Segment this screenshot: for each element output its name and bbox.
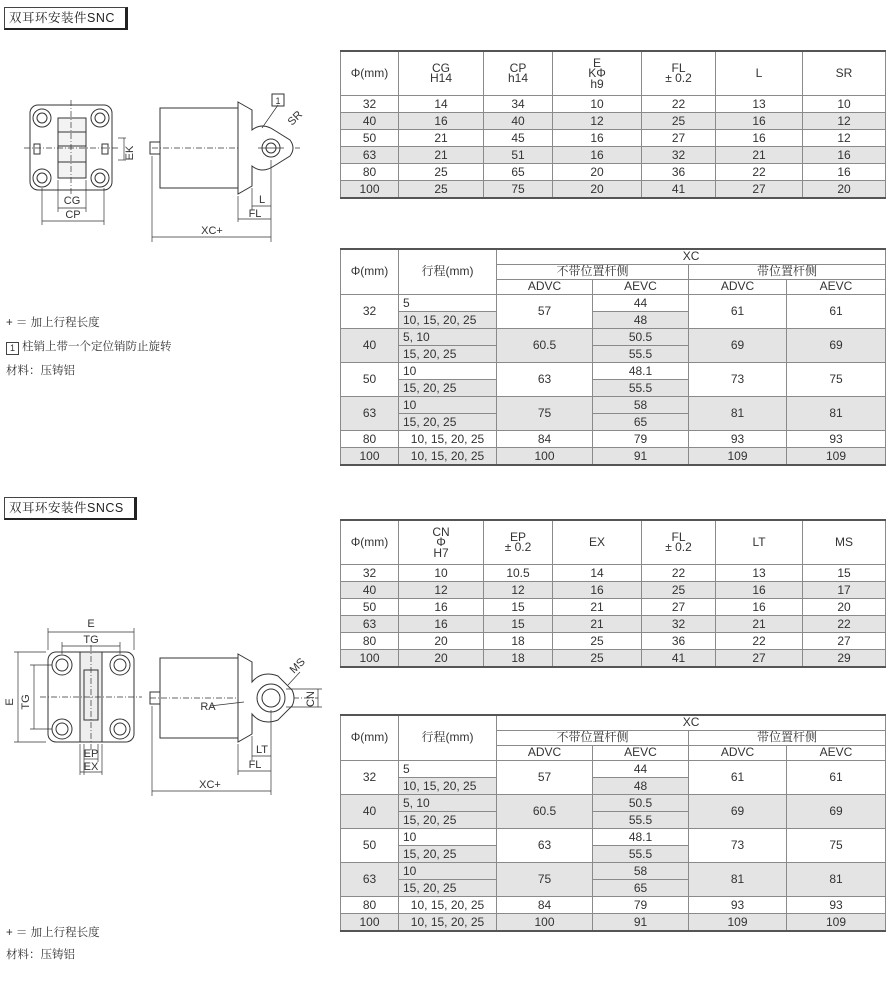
table-cell: 61 xyxy=(787,294,886,328)
sncs-dims-body xyxy=(341,564,886,667)
table-cell: 36 xyxy=(642,632,716,649)
table-cell: 10 xyxy=(553,95,642,112)
xc1-h-xc: XC xyxy=(497,249,886,264)
table-cell: 5, 10 xyxy=(399,794,497,811)
table-row xyxy=(341,396,886,413)
table-cell: 50.5 xyxy=(593,794,689,811)
table-cell: 5 xyxy=(399,760,497,777)
table-cell: 48.1 xyxy=(593,828,689,845)
table-cell: 40 xyxy=(341,581,399,598)
table-cell: 27 xyxy=(716,180,803,198)
table-cell: 81 xyxy=(689,396,787,430)
table-cell: 61 xyxy=(787,760,886,794)
table-cell: 73 xyxy=(689,828,787,862)
sncs-h-lt: LT xyxy=(716,520,803,564)
snc-h-bore: Φ(mm) xyxy=(341,51,399,95)
table-cell: 75 xyxy=(497,396,593,430)
table-cell: 63 xyxy=(341,396,399,430)
table-cell: 10 xyxy=(399,564,484,581)
table-cell: 93 xyxy=(689,430,787,447)
table-row xyxy=(341,95,886,112)
table-cell: 65 xyxy=(593,413,689,430)
xc2-h-with: 带位置杆侧 xyxy=(689,730,886,745)
table-row xyxy=(341,129,886,146)
sncs-tg-top-label: TG xyxy=(83,634,99,646)
snc-note-plus: + ＝ 加上行程长度 xyxy=(6,317,100,329)
table-cell: 21 xyxy=(399,146,484,163)
xc1-h-aevc-2: AEVC xyxy=(787,279,886,294)
snc-l-label: L xyxy=(258,194,266,206)
table-cell: 65 xyxy=(484,163,553,180)
table-cell: 100 xyxy=(497,913,593,931)
table-cell: 10 xyxy=(399,362,497,379)
table-cell: 10.5 xyxy=(484,564,553,581)
table-cell: 16 xyxy=(399,112,484,129)
table-cell: 55.5 xyxy=(593,845,689,862)
table-cell: 16 xyxy=(399,598,484,615)
table-cell: 81 xyxy=(689,862,787,896)
table-cell: 15, 20, 25 xyxy=(399,879,497,896)
table-row xyxy=(341,430,886,447)
table-cell: 50 xyxy=(341,598,399,615)
table-cell: 21 xyxy=(553,615,642,632)
table-cell: 41 xyxy=(642,649,716,667)
table-cell: 36 xyxy=(642,163,716,180)
snc-h-fl: FL ± 0.2 xyxy=(642,51,716,95)
table-cell: 80 xyxy=(341,430,399,447)
table-cell: 16 xyxy=(553,581,642,598)
table-cell: 21 xyxy=(399,129,484,146)
table-cell: 22 xyxy=(803,615,886,632)
table-row xyxy=(341,794,886,811)
sncs-section-title: 双耳环安装件SNCS xyxy=(4,497,137,520)
table-cell: 93 xyxy=(689,896,787,913)
xc2-h-advc-2: ADVC xyxy=(689,745,787,760)
table-cell: 100 xyxy=(341,649,399,667)
table-cell: 58 xyxy=(593,862,689,879)
table-cell: 21 xyxy=(553,598,642,615)
table-cell: 57 xyxy=(497,760,593,794)
table-cell: 16 xyxy=(399,615,484,632)
table-cell: 14 xyxy=(399,95,484,112)
table-cell: 69 xyxy=(787,328,886,362)
sncs-h-ms: MS xyxy=(803,520,886,564)
xc1-h-advc-2: ADVC xyxy=(689,279,787,294)
table-cell: 21 xyxy=(716,615,803,632)
snc-note-pin xyxy=(6,338,172,355)
table-cell: 69 xyxy=(689,794,787,828)
table-row xyxy=(341,632,886,649)
table-cell: 75 xyxy=(484,180,553,198)
table-cell: 93 xyxy=(787,430,886,447)
table-cell: 10, 15, 20, 25 xyxy=(399,913,497,931)
table-cell: 32 xyxy=(642,615,716,632)
table-row xyxy=(341,146,886,163)
table-row xyxy=(341,760,886,777)
table-cell: 27 xyxy=(642,129,716,146)
sncs-h-bore: Φ(mm) xyxy=(341,520,399,564)
table-cell: 27 xyxy=(803,632,886,649)
table-row xyxy=(341,163,886,180)
table-cell: 40 xyxy=(484,112,553,129)
table-cell: 20 xyxy=(399,632,484,649)
table-cell: 13 xyxy=(716,95,803,112)
xc2-body xyxy=(341,760,886,931)
table-cell: 100 xyxy=(341,913,399,931)
table-row xyxy=(341,862,886,879)
sncs-h-ex: EX xyxy=(553,520,642,564)
sncs-tg-side-label: TG xyxy=(20,694,32,710)
table-cell: 10, 15, 20, 25 xyxy=(399,430,497,447)
table-cell: 55.5 xyxy=(593,811,689,828)
table-cell: 79 xyxy=(593,896,689,913)
table-cell: 73 xyxy=(689,362,787,396)
xc1-body xyxy=(341,294,886,465)
table-cell: 22 xyxy=(716,632,803,649)
table-cell: 14 xyxy=(553,564,642,581)
snc-dims-table xyxy=(340,50,886,199)
table-cell: 60.5 xyxy=(497,328,593,362)
table-cell: 69 xyxy=(787,794,886,828)
table-cell: 12 xyxy=(803,129,886,146)
xc2-h-aevc-2: AEVC xyxy=(787,745,886,760)
sncs-h-fl: FL ± 0.2 xyxy=(642,520,716,564)
table-row xyxy=(341,362,886,379)
snc-sr-label: SR xyxy=(285,108,305,129)
table-cell: 29 xyxy=(803,649,886,667)
sncs-dims-table xyxy=(340,519,886,668)
table-cell: 100 xyxy=(341,447,399,465)
table-cell: 80 xyxy=(341,896,399,913)
xc1-h-with: 带位置杆侧 xyxy=(689,264,886,279)
table-row xyxy=(341,564,886,581)
snc-h-sr: SR xyxy=(803,51,886,95)
table-cell: 109 xyxy=(689,447,787,465)
sncs-ep-label: EP xyxy=(83,748,99,760)
xc1-h-advc: ADVC xyxy=(497,279,593,294)
table-cell: 109 xyxy=(787,913,886,931)
table-cell: 5 xyxy=(399,294,497,311)
sncs-ra-label: RA xyxy=(200,701,216,713)
snc-drawing xyxy=(0,80,330,250)
table-cell: 16 xyxy=(716,112,803,129)
table-cell: 15, 20, 25 xyxy=(399,345,497,362)
sncs-e-side-label: E xyxy=(4,698,16,706)
table-cell: 15, 20, 25 xyxy=(399,379,497,396)
table-cell: 75 xyxy=(497,862,593,896)
snc-h-cg: CG H14 xyxy=(399,51,484,95)
table-cell: 16 xyxy=(553,146,642,163)
table-cell: 15 xyxy=(803,564,886,581)
table-cell: 12 xyxy=(399,581,484,598)
table-cell: 22 xyxy=(642,95,716,112)
sncs-h-cn: CN Φ H7 xyxy=(399,520,484,564)
table-cell: 20 xyxy=(803,598,886,615)
table-cell: 32 xyxy=(642,146,716,163)
table-cell: 22 xyxy=(716,163,803,180)
table-cell: 75 xyxy=(787,362,886,396)
table-cell: 20 xyxy=(803,180,886,198)
snc-fl-label: FL xyxy=(248,208,262,220)
sncs-ex-label: EX xyxy=(83,761,99,773)
table-row xyxy=(341,828,886,845)
table-cell: 12 xyxy=(484,581,553,598)
table-cell: 55.5 xyxy=(593,379,689,396)
table-row xyxy=(341,581,886,598)
snc-h-ek: E KΦ h9 xyxy=(553,51,642,95)
table-cell: 75 xyxy=(787,828,886,862)
table-row xyxy=(341,615,886,632)
table-cell: 50 xyxy=(341,129,399,146)
table-row xyxy=(341,598,886,615)
table-row xyxy=(341,112,886,129)
table-cell: 16 xyxy=(716,129,803,146)
table-cell: 32 xyxy=(341,564,399,581)
table-cell: 63 xyxy=(341,862,399,896)
sncs-fl-label: FL xyxy=(248,759,262,771)
table-cell: 32 xyxy=(341,760,399,794)
table-cell: 48.1 xyxy=(593,362,689,379)
sncs-note-plus: + ＝ 加上行程长度 xyxy=(6,927,100,939)
xc2-h-aevc: AEVC xyxy=(593,745,689,760)
table-cell: 50 xyxy=(341,362,399,396)
table-cell: 10 xyxy=(399,862,497,879)
table-cell: 18 xyxy=(484,649,553,667)
snc-h-cp: CP h14 xyxy=(484,51,553,95)
table-cell: 21 xyxy=(716,146,803,163)
xc2-h-advc: ADVC xyxy=(497,745,593,760)
xc-table-2 xyxy=(340,714,886,932)
table-cell: 41 xyxy=(642,180,716,198)
sncs-xc-label: XC+ xyxy=(199,779,221,791)
table-cell: 84 xyxy=(497,430,593,447)
table-cell: 50 xyxy=(341,828,399,862)
table-cell: 13 xyxy=(716,564,803,581)
table-cell: 10 xyxy=(803,95,886,112)
table-cell: 79 xyxy=(593,430,689,447)
table-cell: 65 xyxy=(593,879,689,896)
xc-table-1 xyxy=(340,248,886,466)
table-cell: 15, 20, 25 xyxy=(399,811,497,828)
sncs-note-material: 材料：压铸铝 xyxy=(6,949,75,961)
snc-cg-label: CG xyxy=(63,195,81,207)
sncs-ms-label: MS xyxy=(287,655,308,677)
table-cell: 10 xyxy=(399,828,497,845)
table-cell: 10, 15, 20, 25 xyxy=(399,311,497,328)
table-cell: 20 xyxy=(553,180,642,198)
table-cell: 91 xyxy=(593,913,689,931)
sncs-cn-label: CN xyxy=(305,691,317,707)
snc-cp-label: CP xyxy=(65,209,81,221)
table-row xyxy=(341,180,886,198)
xc1-h-stroke: 行程(mm) xyxy=(399,249,497,294)
xc1-h-without: 不带位置杆侧 xyxy=(497,264,689,279)
table-cell: 18 xyxy=(484,632,553,649)
sncs-h-ep: EP ± 0.2 xyxy=(484,520,553,564)
table-cell: 25 xyxy=(642,112,716,129)
table-cell: 15, 20, 25 xyxy=(399,413,497,430)
table-cell: 55.5 xyxy=(593,345,689,362)
table-cell: 48 xyxy=(593,777,689,794)
table-cell: 45 xyxy=(484,129,553,146)
table-cell: 15 xyxy=(484,615,553,632)
table-row xyxy=(341,913,886,931)
table-cell: 5, 10 xyxy=(399,328,497,345)
snc-h-l: L xyxy=(716,51,803,95)
table-cell: 40 xyxy=(341,112,399,129)
table-cell: 100 xyxy=(497,447,593,465)
table-cell: 63 xyxy=(341,615,399,632)
table-cell: 20 xyxy=(553,163,642,180)
snc-pin-mark: 1 xyxy=(275,96,281,106)
table-cell: 17 xyxy=(803,581,886,598)
table-cell: 27 xyxy=(716,649,803,667)
snc-note-pin-text: 柱销上带一个定位销防止旋转 xyxy=(22,341,172,353)
table-cell: 60.5 xyxy=(497,794,593,828)
snc-xc-label: XC+ xyxy=(201,225,223,237)
table-cell: 25 xyxy=(399,163,484,180)
table-cell: 16 xyxy=(553,129,642,146)
snc-ek-label: EK xyxy=(124,145,136,161)
table-cell: 81 xyxy=(787,396,886,430)
table-cell: 10, 15, 20, 25 xyxy=(399,777,497,794)
table-cell: 12 xyxy=(553,112,642,129)
table-cell: 40 xyxy=(341,794,399,828)
xc2-h-bore: Φ(mm) xyxy=(341,715,399,760)
table-cell: 58 xyxy=(593,396,689,413)
table-row xyxy=(341,447,886,465)
table-cell: 51 xyxy=(484,146,553,163)
pin-mark-box: 1 xyxy=(6,342,19,355)
table-cell: 91 xyxy=(593,447,689,465)
table-cell: 44 xyxy=(593,760,689,777)
table-cell: 25 xyxy=(642,581,716,598)
table-cell: 81 xyxy=(787,862,886,896)
table-cell: 48 xyxy=(593,311,689,328)
table-row xyxy=(341,649,886,667)
table-cell: 61 xyxy=(689,294,787,328)
snc-section-title: 双耳环安装件SNC xyxy=(4,7,128,30)
snc-note-material: 材料：压铸铝 xyxy=(6,365,75,377)
xc1-h-bore: Φ(mm) xyxy=(341,249,399,294)
table-cell: 16 xyxy=(716,598,803,615)
table-row xyxy=(341,294,886,311)
table-cell: 25 xyxy=(553,649,642,667)
table-cell: 25 xyxy=(399,180,484,198)
table-cell: 10, 15, 20, 25 xyxy=(399,447,497,465)
table-cell: 63 xyxy=(497,362,593,396)
table-cell: 25 xyxy=(553,632,642,649)
table-cell: 40 xyxy=(341,328,399,362)
table-cell: 16 xyxy=(803,146,886,163)
table-cell: 44 xyxy=(593,294,689,311)
table-cell: 57 xyxy=(497,294,593,328)
table-cell: 22 xyxy=(642,564,716,581)
table-row xyxy=(341,328,886,345)
table-cell: 27 xyxy=(642,598,716,615)
table-cell: 109 xyxy=(689,913,787,931)
sncs-drawing xyxy=(0,610,330,800)
table-cell: 61 xyxy=(689,760,787,794)
xc1-h-aevc: AEVC xyxy=(593,279,689,294)
table-cell: 109 xyxy=(787,447,886,465)
table-cell: 93 xyxy=(787,896,886,913)
table-cell: 63 xyxy=(497,828,593,862)
table-cell: 16 xyxy=(716,581,803,598)
table-cell: 80 xyxy=(341,632,399,649)
xc2-h-stroke: 行程(mm) xyxy=(399,715,497,760)
table-cell: 32 xyxy=(341,95,399,112)
table-cell: 15 xyxy=(484,598,553,615)
table-cell: 34 xyxy=(484,95,553,112)
table-cell: 80 xyxy=(341,163,399,180)
table-cell: 10, 15, 20, 25 xyxy=(399,896,497,913)
sncs-lt-label: LT xyxy=(255,744,269,756)
table-cell: 84 xyxy=(497,896,593,913)
table-cell: 50.5 xyxy=(593,328,689,345)
snc-dims-body xyxy=(341,95,886,198)
xc2-h-xc: XC xyxy=(497,715,886,730)
table-cell: 16 xyxy=(803,163,886,180)
sncs-e-top-label: E xyxy=(87,618,95,630)
table-cell: 10 xyxy=(399,396,497,413)
table-cell: 63 xyxy=(341,146,399,163)
table-cell: 69 xyxy=(689,328,787,362)
table-cell: 15, 20, 25 xyxy=(399,845,497,862)
xc2-h-without: 不带位置杆侧 xyxy=(497,730,689,745)
table-row xyxy=(341,896,886,913)
table-cell: 100 xyxy=(341,180,399,198)
table-cell: 12 xyxy=(803,112,886,129)
table-cell: 20 xyxy=(399,649,484,667)
table-cell: 32 xyxy=(341,294,399,328)
